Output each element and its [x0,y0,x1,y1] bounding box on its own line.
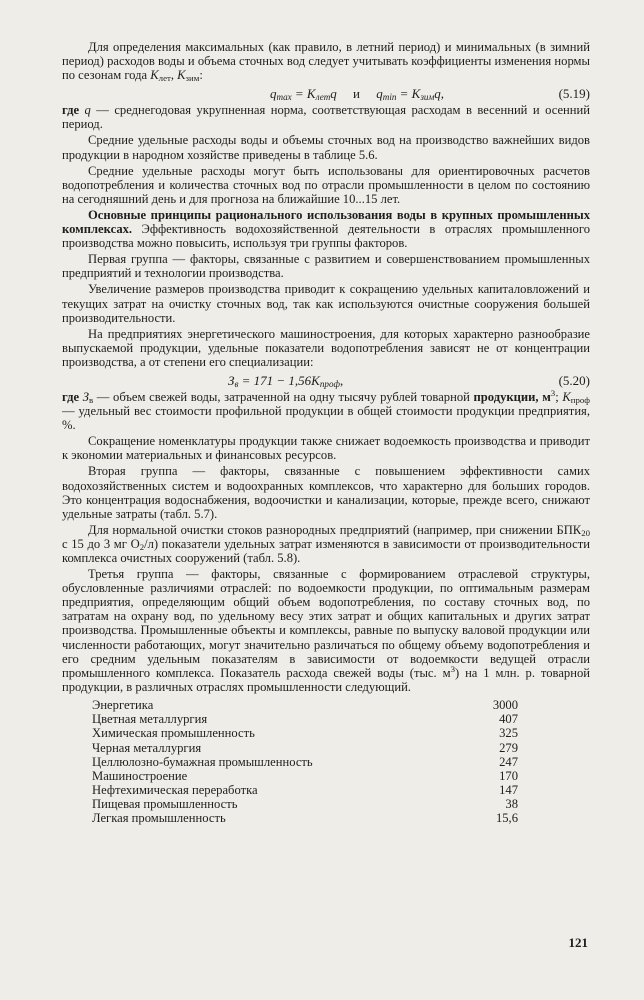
formula-5-20: $З_в = 171 - 1,56K_{проф}$, (5.20) [228,372,590,389]
paragraph-principles: Основные принципы рационального использования воды в крупных промышленных комплексах. Эффективность водохозяйственной деятельности в отраслях промышленного производства можно повысить, используя три группы факторов. [62,207,590,251]
paragraph-production-size: Увеличение размеров производства приводит к сокращению удельных капиталовложений и текущих затрат на очистку сточных вод, так как используются очистные сооружения большей производительности. [62,282,590,325]
paragraph-second-group: Вторая группа — факторы, связанные с повышением эффективности самих водохозяйственных систем и водоохранных комплексов, что характерно для больших городов. Это концентрация водоснабжения, водоочистки и канализации, которые, прежде всего, снижают удельные затраты (табл. 5.7). [62,464,590,521]
formula-5-19: $q_{max} = K_{лет}q$ и $q_{min} = K_{зим}q$, (5.19) [270,86,590,103]
paragraph-bpk-treatment: Для нормальной очистки стоков разнородных предприятий (например, при снижении $БПК_{20}$ с 15 до 3 мг $О_2/л$) показатели удельных затрат изменяются в зависимости от производительности комплекса очистных сооружений (табл. 5.8). [62,522,590,565]
paragraph-energy-engineering: На предприятиях энергетического машиностроения, для которых характерно разнообразие выпускаемой продукции, удельные показатели водопотребления зависят не от концентрации производства, а от степени его специализации: [62,326,590,369]
list-item: Химическая промышленность 325 [92,726,518,741]
list-item: Пищевая промышленность 38 [92,797,518,812]
paragraph-where-z: где $З_в$ — объем свежей воды, затраченной на одну тысячу рублей товарной продукции, $м^3$; $K_{проф}$ — удельный вес стоимости профильной продукции в общей стоимости продукции предприятия, %. [62,387,590,433]
list-item: Цветная металлургия 407 [92,712,518,727]
paragraph-nomenclature: Сокращение номенклатуры продукции также снижает водоемкость производства и приводит к экономии материальных и финансовых ресурсов. [62,434,590,463]
paragraph-average-consumption: Средние удельные расходы воды и объемы сточных вод на производство важнейших видов продукции в народном хозяйстве приведены в таблице 5.6. [62,133,590,162]
formula-number: (5.19) [558,86,590,102]
industry-water-list [92,698,518,826]
paragraph-third-group: Третья группа — факторы, связанные с формированием отраслевой структуры, обусловленные различиями отраслей: по водоемкости продукции, по оптимальным размерам предприятия, определяющим общий объем водопотребления, по составу сточных вод, по затратам на охрану вод, по удельному весу этих затрат и общих капитальных и других затрат производства. Промышленные объекты и комплексы, равные по выпуску валовой продукции или численности работающих, могут значительно различаться по общему объему водопотребления и его средним удельным показателям в зависимости от водоемкости ведущей отрасли промышленного комплекса. Показатель расхода свежей воды (тыс. $м^3$) на 1 млн. р. товарной продукции, в различных отраслях промышленности следующий. [62,567,590,694]
paragraph-first-group: Первая группа — факторы, связанные с развитием и совершенствованием промышленных предприятий и технологии производства. [62,252,590,281]
formula-number: (5.20) [558,372,590,388]
list-item: Нефтехимическая переработка 147 [92,783,518,798]
list-item: Легкая промышленность 15,6 [92,811,518,826]
list-item: Машиностроение 170 [92,768,518,783]
paragraph-where-q: где q — среднегодовая укрупненная норма, соответствующая расходам в весенний и осенний период. [62,103,590,132]
paragraph-seasonal-coefficients: Для определения максимальных (как правило, в летний период) и минимальных (в зимний период) расходов воды и объема сточных вод следует учитывать коэффициенты изменения нормы по сезонам года $K_{лет}$, $K_{зим}$: [62,40,590,84]
list-item: Черная металлургия 279 [92,740,518,755]
list-item: Энергетика 3000 [92,697,518,712]
paragraph-forecast: Средние удельные расходы могут быть использованы для ориентировочных расчетов водопотребления и количества сточных вод по отрасли промышленности в целом по состоянию на сегодняшний день и для прогноза на ближайшие 10...15 лет. [62,163,590,206]
list-item: Целлюлозно-бумажная промышленность 247 [92,754,518,769]
page-number: 121 [568,935,588,950]
